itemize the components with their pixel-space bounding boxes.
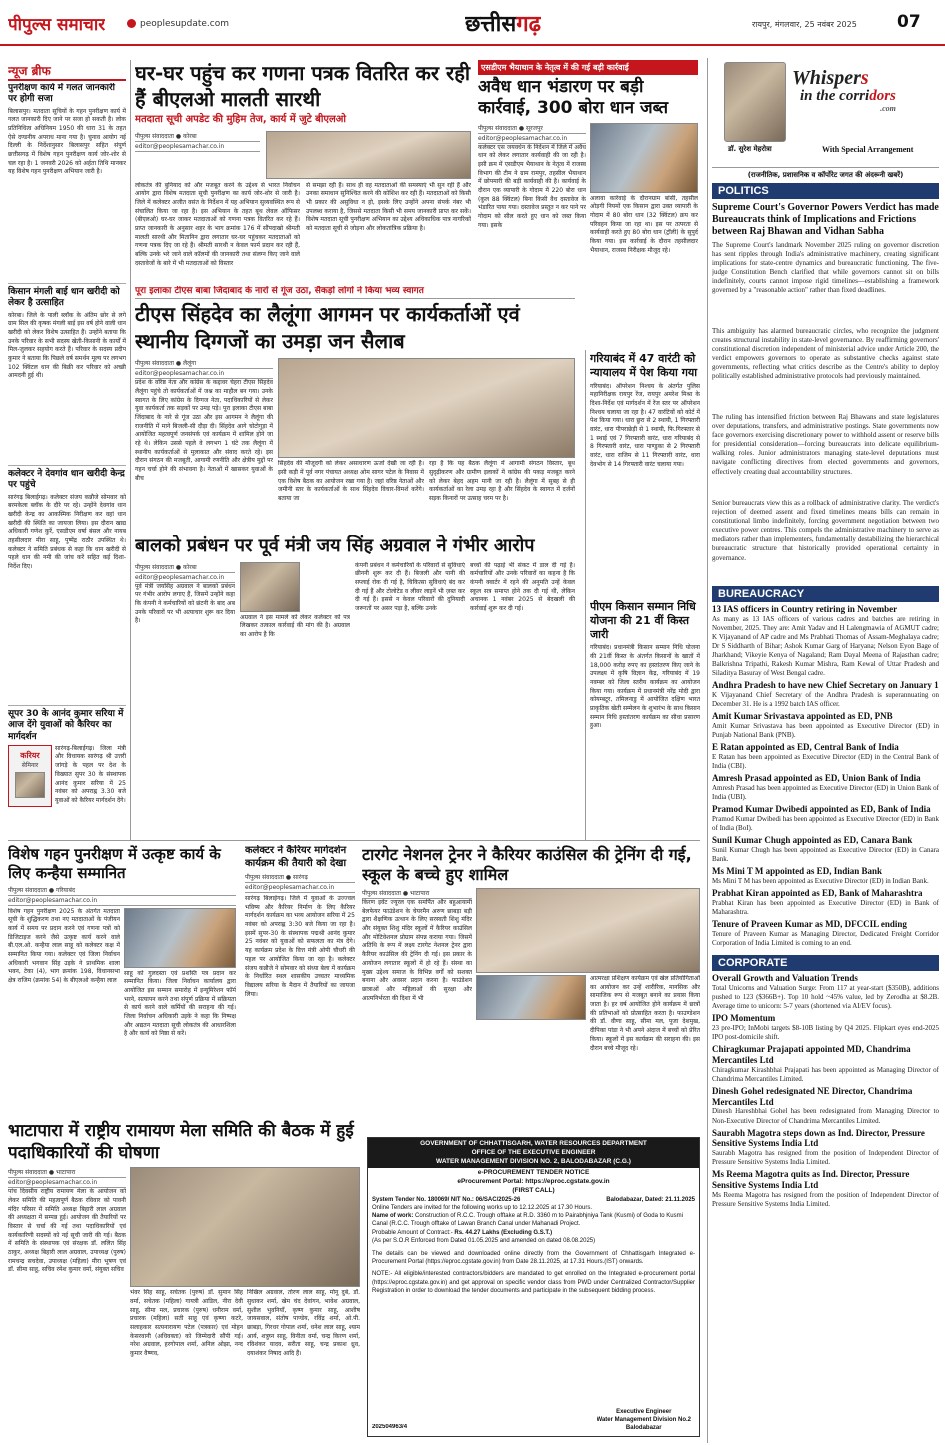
career-ad-label: करियर [20,750,40,760]
list-item: Prabhat Kiran appointed as ED, Bank of Maharashtra Prabhat Kiran has been appointed as Executive Director (ED) in Bank of Maharashtra. [712,888,939,917]
corporate-header: CORPORATE [712,955,939,971]
column-divider [130,60,131,840]
politics-headline: Supreme Court's Governor Powers Verdict has made Bureaucrats think of Implications and Frictions between Raj Bhawan and Vidhan Sabha [712,202,939,237]
brief-text: सारंगढ़ बिलाईगढ़। कलेक्टर संजय कन्नौजे सोमवार को बरमकेला ब्लॉक के दौरे पर रहे। उन्होंने देवगांव धान खरीदी केन्द्र का आकस्मिक निरीक्षण कर वहां धान खरीदी की स्थिति का जायजा लिया। इस दौरान खाद्य अधिकारी गणेश कुर्रे, एसडीएम वर्षा बंसल और नायब तहसीलदार मीरा साहू, पुष्पेंद्र राठौर उपस्थित थे। कलेक्टर ने समिति प्रबंधक से कहा कि धान खरीदी से पहले धान की नमी की जांच करें सहित कई दिशा-निर्देश दिए। [8,493,126,570]
story-text: बच्चों की पढ़ाई भी संकट में डाल दी गई है। कर्मचारियों और उनके परिवारों का कहना है कि कंपनी क्वार्टर में रहने की अनुमति उन्हें केवल स्कूल सत्र समाप्त होने तक दी गई थी, लेकिन अचानक 1 नवंबर 2025 से बेदखली की कार्रवाई शुरू कर दी गई। [470,561,575,612]
list-item: Pramod Kumar Dwibedi appointed as ED, Bank of India Pramod Kumar Dwibedi has been appointed as Executive Director (ED) in Bank of India (BoI). [712,804,939,833]
email: editor@peoplesamachar.co.in [135,369,273,379]
email: editor@peoplesamachar.co.in [8,896,236,906]
tender-ref: 202504963/4 [372,1424,408,1430]
brief-item [8,465,126,705]
email: editor@peoplesamachar.co.in [135,142,260,152]
whispers-caption: (राजनीतिक, प्रशासनिक व कॉर्पोरेट जगत की अंदरूनी खबरें) [747,171,904,179]
story-balco-allegation [135,535,580,760]
website-text: peoplesupdate.com [140,19,229,29]
story-text: किरण इवेंट ज्यूरल एक समर्पित और बहुआयामी बेलफेयर फाउंडेशन के चेयरमैन अरुण छाबड़ा बड़ी द्वारा शैक्षणिक उत्थान के लिए सरस्वती शिशु मंदिर और संयुक्त शिशु मंदिर स्कूलों में कैरियर काउंसिल और मोटिवेशनल प्रोग्राम संपन्न कराया गया। जिसमें अतिथि के रूप में लक्ष्य टारगेट नेशनल ट्रेनर द्वारा कैरियर काउंसिल की ट्रेनिंग दी गई। इस प्रकार के आयोजन लगातार स्कूलों में हो रहे हैं। संस्था का मुख्य उद्देश्य समाज के विभिन्न वर्गों को सशक्त बनाना और अवसर प्रदान करना है। फाउंडेशन छात्राओं और महिलाओं की सुरक्षा और आत्मनिर्भरता की दिशा में भी [362,899,472,1002]
story-text: कलेक्टर एस जयवर्धन के निर्देशन में जिले में अवैध धान को लेकर लगातार कार्यवाही की जा रही है। इसी क्रम में एसडीएम भैयाथान के नेतृत्व में राजस्व विभाग की टीम ने ग्राम रामपुर, तहसील भैयाथान में छोपमारी की बड़ी कार्यवाही की है। कार्यवाई के दौरान एक व्यापारी के गोदाम में 220 बोरा धान (कुल 88 क्विंटल) बिना किसी वैध दस्तावेज के भंडारित पाया गया। दस्तावेज प्रस्तुत न कर पाने पर गोदाम को सील करते हुए धान को जब्त किया गया। इसके [478,143,586,229]
globe-icon [127,19,136,28]
story-text: सिंहदेव की मौजूदगी को लेकर असाधारण ऊर्जा देखी जा रही है। इसी कड़ी में पूर्व नगर पंचायत अध्यक्ष ओम सागर पटेल के निवास में एक विशेष बैठक का आयोजन रखा गया है। जहां वरिष्ठ नेताओं और जमीनी स्तर के कार्यकर्ताओं के साथ सिंहदेव विचार-विमर्श करेंगे। बताया जा [278,460,424,502]
brief-text: सारंगढ़-बिलाईगढ़। जिला मंत्री और विधायक सारंगढ़ श्री उत्तरी जांगड़े के पहल पर देश के विख्यात सुपर 30 के संस्थापक आनंद कुमार सरिया में 25 नवंबर को अपराह्न 3.30 बजे युवाओं को कैरियर मार्गदर्शन देंगे। [55,744,126,804]
career-ad-photo [15,772,45,798]
bureaucracy-header: BUREAUCRACY [712,586,939,602]
arrangement-text: With Special Arrangement [822,145,914,154]
story-kanhaiya-honoured [8,845,236,1095]
brief-title: कलेक्टर ने देवगांव धान खरीदी केन्द्र पर पहुंचे [8,469,125,491]
politics-para: The ruling has intensified friction between Raj Bhawans and state legislatures over deputations, transfers, and administrative postings. State governments now face governors exercising discretionary power to withhold assent or reserve bills for presidential consideration—forcing bureaucrats into delicate equilibrium-walking roles. Junior administrators managing state-level deputations must navigate conflicting directives from elected governments and governors, effectively creating dual accountability structures. [712,413,939,476]
story-headline: विशेष गहन पुनरीक्षण में उत्कृष्ट कार्य के लिए कन्हैया सम्मानित [8,845,221,882]
story-photo [130,1167,360,1287]
corporate-list [712,971,939,1271]
story-text: लोकतंत्र की बुनियाद को और मजबूत करने के उद्देश्य से भारत निर्वाचन आयोग द्वारा विशेष मतदाता सूची पुनरीक्षण का कार्य जोर-शोर से जारी है। जिले में कलेक्टर अजीत वसंत के निर्देशन में यह अभियान सुव्यवस्थित रूप से संचालित किया जा रहा है। इस अभियान के तहत बूथ लेवल ऑफिसर (बीएलओ) घर-घर जाकर मतदाताओं को गणना पत्रक वितरित कर रहे हैं। प्राप्त जानकारी के अनुसार शहर के भाग क्रमांक 176 में सौंपदाखो श्रीमती मालती सारथी और मितानिन द्वारा लगातार घर-घर पहुंचकर मतदाताओं को गणना पत्रक दिए जा रहे हैं। श्रीमती सारथी न केवल फार्म प्रदान कर रही हैं, बल्कि उनके भरे जाने वाले कॉलमों की जानकारी तथा संलग्न किए जाने वाले दस्तावेजों के बारे में भी मतदाताओं को विस्तार [135,181,300,267]
tender-call: (FIRST CALL) [512,1186,555,1194]
brief-title: सूपर 30 के आनंद कुमार सरिया में आज देंगे युवाओं को कैरियर का मार्गदर्शन [8,709,124,742]
story-pm-kisan [590,600,700,830]
section-title-b: गढ़ [516,12,541,37]
story-photo [240,562,300,612]
story-singhdeo-visit [135,286,575,528]
tender-date: Balodabazar, Dated: 21.11.2025 [606,1196,695,1203]
email: editor@peoplesamachar.co.in [245,883,355,893]
tender-invite: Online Tenders are invited for the following works up to 12.12.2025 at 17.30 Hours. [372,1204,593,1211]
story-headline: टारगेट नेशनल ट्रेनर ने कैरियर काउंसिल की ट्रेनिंग दी गई, स्कूल के बच्चे हुए शामिल [362,845,692,884]
story-text: भंवर सिंह साहू, सचेतक (पुरुष) डॉ. सुमान सिंह वर्मा, सचेतक (महिला) गायत्री आडिल, नीरा देवी साहू, सीमा मल, प्रचारक (पुरुष) धनीराम वर्मा, प्रचारक (महिला) सती साहू एवं कृष्णा कटरे, सलाहकार सत्यनारायण पटेल (पत्रकार) एवं मोहन केसरवानी (अधिवक्ता) को जिम्मेदारी सौंपी गई। नरेश अग्रवाल, हरगोपाल शर्मा, अनिल ओझा, नन्द कुमार वैष्णव, [130,1289,243,1357]
story-photo [590,123,698,193]
tender-work-label: Name of work: [372,1212,414,1219]
tender-number: System Tender No. 180069/ NIT No.: 06/SAC/2025-26 [372,1196,521,1203]
story-text: विशेष गहन पुनरीक्षण 2025 के अंतर्गत मतदाता सूची के शुद्धिकरण तथा नए मतदाताओं के पंजीयन कार्य में समय पर प्रदान करने एवं गणना पत्रों को डिजिटाइज करने जैसे उत्कृष्ट कार्य करने वाले बी.एल.ओ. कन्हैया लाल साहू को कलेक्टर कक्ष में सम्मानित किया गया। कलेक्टर एवं जिला निर्वाचन अधिकारी भगवान सिंह उइके ने प्राथमिक शाला भवन, टेका (4), भाग क्रमांक 198, विधानसभा क्षेत्र राजिम (क्रमांक 54) के बीएलओ कन्हैया लाल [8,907,120,984]
tender-header: GOVERNMENT OF CHHATTISGARH, WATER RESOURCES DEPARTMENT OFFICE OF THE EXECUTIVE ENGINEER WATER MANAGEMENT DIVISION NO. 2, BALODABAZAR (C.G.) [368,1138,699,1168]
story-headline: कलेक्टर ने कैरियर मार्गदर्शन कार्यक्रम की तैयारी को देखा [245,845,347,869]
brief-text: कोरबा। जिले के पाली ब्लॉक के अंतिम छोर से लगे ग्राम सिल की कृषक मंगली बाई इस वर्ष होने वाली धान खरीदी को लेकर विशेष उत्साहित हैं। उन्होंने बताया कि उनके परिवार के सभी सदस्य खेती-किसानी के कार्यों में मिल-जुलकर सहयोग करते हैं। परिवार के सदस्य प्रदीप कुमार ने बताया कि पिछले वर्ष समर्थन मूल्य पर लगभग 102 क्विंटल धान की बिक्री कर परिवार को अच्छी आमदनी हुई थी। [8,311,126,380]
story-photo [266,131,471,179]
brief-text: बिलासपुर। मतदाता सूचियों के गहन पुनरीक्षण कार्य में गलत जानकारी दिए जाने पर सजा हो सकती है। लोक प्रतिनिधित्व अधिनियम 1950 की धारा 31 के तहत ऐसे दण्डनीय अपराध माना गया है। चुनाव आयोग नई दिल्ली के निर्देशानुसार बिलासपुर सहित संपूर्ण छत्तीसगढ़ में विशेष गहन पुनरीक्षण कार्य जोर-शोर से चल रहा है। 1 जनवरी 2026 को अर्हता तिथि मानकर यह विशेष गहन पुनरीक्षण अभियान जारी है। [8,107,126,176]
story-text: अलावा कार्रवाई के दौरानग्राम बांसी, तहसील ओड़गी नियमों एक किसान द्वारा उक्त व्यापारी के गोदाम में 80 बोरा धान (32 क्विंटल) क्रय कर परिवहन किया जा रहा था। इस पर तत्परता से कार्यवाही करते हुए 80 बोरा धान (ट्रॉली) के सुपुर्द किया गया। इस कार्रवाई के दौरान तहसीलदार भैयाथान, राजस्व निरीक्षक मौजूद रहे। [590,194,698,254]
tender-details: The details can be viewed and downloaded online directly from the Government of Chhattisgarh Integrated e-Procurement Portal (https://eproc.cgstate.gov.in) from Date 28.11.2025, at 17.31 Hours.(IST) onwards. [372,1250,695,1265]
list-item: Saurabh Magotra steps down as Ind. Director, Pressure Sensitive Systems India Ltd Saurabh Magotra has resigned from the position of Independent Director of Pressure Sensitive Systems India Limited. [712,1127,939,1167]
list-item: IPO Momentum 23 pre-IPO; InMobi targets $8-10B listing by Q4 2025. Flipkart eyes end-2025 IPO post-domicile shift. [712,1013,939,1041]
brief-item [8,83,126,283]
tender-amount-label: Probable Amount of Contract:- [372,1229,453,1236]
politics-para: The Supreme Court's landmark November 2025 ruling on governor discretion has sent ripples through India's administrative machinery, creating significant implications for state-centre dynamics and bureaucratic functioning. The five-judge Constitution Bench clarified that while governors cannot sit on bills indefinitely, courts cannot impose rigid timelines—establishing a framework governed by a "reasonable action" rather than fixed deadlines. [712,241,939,295]
story-collector-career [245,845,355,1095]
list-item: Sunil Kumar Chugh appointed as ED, Canara Bank Sunil Kumar Chugh has been appointed as Executive Director (ED) in Canara Bank. [712,835,939,864]
story-text: रहा है कि यह बैठक लैलूंगा में आगामी संगठन विस्तार, बूथ सुदृढ़ीकरण और ग्रामीण इलाकों में कांग्रेस की पकड़ मजबूत करने को लेकर बेहद अहम मानी जा रही है। लैलूंगा में सुबह से ही कार्यकर्ताओं का रेला उमड़ रहा है और सिंहदेव के स्वागत में दर्जनों सड़क किनारों पर उत्साह चरम पर है। [429,460,575,502]
story-headline: अवैध धान भंडारण पर बड़ी कार्रवाई, 300 बोरा धान जब्त [478,77,669,119]
paper-logo: पीपुल्स समाचार [8,15,106,35]
tender-note: NOTE:- All eligible/interested contractors/bidders are mandated to get enrolled on the Integrated e-procurement portal (https://eproc.cgstate.gov.in) and get approval on specific vendor class from PWD under Centralized Contractor/Supplier Registration in order to download the tender documents and participate in the subsequent bidding process. [372,1271,695,1295]
story-headline: भाटापारा में राष्ट्रीय रामायण मेला समिति की बैठक में हुई पदाधिकारियों की घोषणा [8,1121,354,1164]
byline: पीपुल्स संवाददाता ● कोरबा [135,131,260,142]
list-item: Amresh Prasad appointed as ED, Union Bank of India Amresh Prasad has been appointed as Executive Director (ED) in Union Bank of India (UBI). [712,773,939,802]
story-text: पूर्व मंत्री जयसिंह अग्रवाल ने बालको प्रबंधन पर गंभीर आरोप लगाए हैं, जिसमें उन्होंने कहा कि कंपनी ने कर्मचारियों को छंटनी के बाद अब उनके परिवारों पर भी अत्याचार शुरू कर दिया है। [135,582,235,625]
tender-amount: Rs. 44.27 Lakhs (Excluding G.S.T.) [454,1229,553,1236]
story-headline: टीएस सिंहदेव का लैलूंगा आगमन पर कार्यकर्ताओं एवं स्थानीय दिग्गजों का उमड़ा जन सैलाब [135,302,520,354]
tender-portal: eProcurement Portal: https://eproc.cgstate.gov.in [457,1178,610,1186]
story-photo [278,358,575,458]
story-photo [124,908,236,968]
story-text: आत्मरक्षा प्रशिक्षण कार्यक्रम एवं खेल प्रतियोगिताओं का आयोजन कर उन्हें शारीरिक, मानसिक और सामाजिक रूप से मजबूत बनाने का प्रयास किया जाता है। हर वर्ष आयोजित होने कार्यक्रम में छात्रों की प्रतिभाओं को प्रोत्साहित करता है। फाउण्डेशन की डॉ. वीणा साहू, सीमा मल, पूजा देशमुख, दीपिका पांडा ने भी अपने अंदाज में बच्चों को प्रेरित किया। स्कूलों में इस कार्यक्रम की सराहना की। इस दौरान बच्चे मौजूद रहे। [590,975,700,1052]
author-name: डॉ. सुरेश मेहरोत्रा [728,145,772,153]
story-career-training [362,845,700,1095]
career-ad-sub: सेमिनार [21,761,39,769]
section-title-a: छत्तीस [465,12,517,37]
brief-item [8,283,126,465]
byline: पीपुल्स संवाददाता ● कोरबा [135,562,235,573]
politics-header: POLITICS [712,183,939,199]
story-photo [476,975,586,1020]
story-text: कंपनी प्रबंधन ने कर्मचारियों के परिवारों से सुविधाएं छीननी शुरू कर दी हैं। बिजली और पानी की सप्लाई रोक दी गई है, चिकित्सा सुविधाएं बंद कर दी गई हैं और टोलोटेड व लीवर लाइनें भी ज़ब्त कर दी गई हैं। इससे न केवल परिवारों की दुनियादी जरूरतों पर असर पड़ा है, बल्कि उनके [355,561,465,612]
tender-title: e-PROCUREMENT TENDER NOTICE [477,1169,590,1177]
section-title [465,8,541,38]
story-text: से समझा रही हैं। साथ ही वह मतदाताओं की समस्याएं भी सुन रही हैं और उनका समाधान सुनिश्चित करने की कोशिश कर रही हैं। मतदाताओं को किसी भी प्रकार की असुविधा न हो, इसके लिए उन्होंने अपना संपर्क नंबर भी उपलब्ध कराया है, जिससे मतदाता किसी भी समय जानकारी प्राप्त कर सकें। विशेष मतदाता सूची पुनरीक्षण अभियान का उद्देश्य अधिकाधिक पात्र नागरिकों को मतदाता सूची से जोड़ना और लोकतांत्रिक प्रक्रिया है। [306,181,471,232]
byline: पीपुल्स संवाददाता ● भाटापारा [362,888,472,899]
story-text: गरियाबंद। ऑपरेशन निश्चय के अंतर्गत पुलिस महानिरीक्षक रायपुर रेंज, रायपुर अमरेश मिश्रा के दिशा-निर्देश एवं मार्गदर्शन में रेंज स्तर पर ऑपरेशन निश्चय चलाया जा रहा है। 47 वारंटियों को कोर्ट में पेश किया गया। धारा छुरा से 2 स्थायी, 1 गिरफ्तारी वारंट, धारा पीपराछेड़ी से 1 स्थायी, फि.गिरफ्तार से 1 स्थाई एवं 7 गिरफ्तारी वारंट, धारा गरियाबंद से 8 गिरफ्तारी वारंट, धारा पाण्डुका से 2 गिरफ्तारी वारंट, धारा राजिम से 11 गिरफ्तारी वारंट, धारा देवभोग से 14 गिरफ्तारी वारंट चलाया गया। [590,382,700,468]
news-brief-column [8,62,126,832]
tender-sor: (As per S.O.R Enforced from Dated 01.05.2025 and amended on dated 08.08.2025) [372,1238,596,1245]
tender-work: Construction of R.C.C. Trough offtake at R.D. 3360 m to Pairabhjniya Tank (Kusmi) of Goda to Kusmi Canal (R.C.C. Trough offtake of Lawan Branch Canal under Mahanadi Project. [372,1212,683,1228]
whispers-column [707,58,939,1443]
story-warrant [590,352,700,592]
list-item: Amit Kumar Srivastava appointed as ED, PNB Amit Kumar Srivastava has been appointed as Executive Director (ED) in Punjab National Bank (PNB). [712,711,939,740]
masthead [0,0,945,46]
tender-notice [367,1137,700,1437]
byline: पीपुल्स संवाददाता ● गरियाबंद [8,885,236,896]
story-photo [476,888,700,973]
list-item: E Ratan appointed as ED, Central Bank of India E Ratan has been appointed as Executive Director (ED) in the Central Bank of India (CBI). [712,742,939,771]
list-item: Tenure of Praveen Kumar as MD, DFCCIL ending Tenure of Praveen Kumar as Managing Director, Dedicated Freight Corridor Corporation of India Limited is coming to an end. [712,919,939,948]
story-kicker: पूरा इलाका टीएस बाबा जिंदाबाद के नारों से गूंज उठा, सैकड़ों लोगों ने किया भव्य स्वागत [135,286,575,299]
byline: पीपुल्स संवाददाता ● लैलूंगा [135,358,273,369]
story-text: साहू को गुलदस्ता एवं प्रशस्ति पत्र प्रदान कर सम्मानित किया। जिला निर्वाचन कार्यालय द्वारा आयोजित इस सम्मान समारोह में इन्यूमिरेशन फॉर्म भरने, सत्यापन करने तथा संपूर्ण प्रक्रिया में सक्रियता से कार्य करने वाले कर्मियों की सराहना की गई। जिला निर्वाचन अधिकारी उइके ने कहा कि निष्पक्ष और अद्यतन मतदाता सूची लोकतंत्र की आधारशिला है और कार्य को निष्ठा से करें। [124,969,236,1038]
politics-para: Senior bureaucrats view this as a rollback of administrative clarity. The verdict's rejection of deemed assent and fixed timelines means bills can remain in constitutional limbo indefinitely, forcing government negotiation between two executive power centres. This compels the administrative machinery to serve as mediators rather than implementers, fundamentally destabilizing the hierarchical bureaucratic structure that historically provided operational certainty in governance. [712,499,939,562]
story-text: निखिल अग्रवाल, तोरण लाल साहू, मोनू दुबे, डॉ. सुधाकर शर्मा, खेम चंद देवांगन, भावेश अग्रवाल, सुशील भुवनियाँ, कृष्ण कुमार साहू, आशीष जायसवाल, संतोष पाण्डेय, रविंद्र शर्मा, ओ.पी. छाबड़ा, गिरधर गोपाल शर्मा, धनेश लाल साहू, श्याम आर्य, शत्रुघ्न साहू, विनीता वर्मा, चन्द्र किरण शर्मा, रविशंकर यादव, सरीता साहू, चन्द्र प्रकाश ध्रुव, दयाशंकर निषाद आदि हैं। [247,1289,360,1357]
politics-para: This ambiguity has alarmed bureaucratic circles, who recognize the judgment creates structural instability in state-level governance. By reaffirming governors' constitutional discretion independent of ministerial advice under Article 200, the verdict empowers governors to operate as substantive checks against state governments, reflecting what critics describe as the Centre's ability to deploy politically established administrative protocols had previously maintained. [712,327,939,381]
whispers-logo: Whispers in the corridors .com [792,67,896,113]
brief-title: पुनरीक्षण कार्य में गलत जानकारी पर होगी सजा [8,83,116,105]
list-item: Andhra Pradesh to have new Chief Secretary on January 1 K Vijayanand Chief Secretary of the Andhra Pradesh is superannuating on December 31. He is a 1992 batch IAS officer. [712,680,939,709]
story-headline: बालको प्रबंधन पर पूर्व मंत्री जय सिंह अग्रवाल ने गंभीर आरोप [135,535,535,556]
career-ad-poster [8,745,52,807]
list-item: 13 IAS officers in Country retiring in November As many as 13 IAS officers of various cadres and batches are retiring in November, 2025. They are: Amit Yadav and H Lalengmawia of AGMUT cadre; K Vijayanand of AP cadre and Ms Prabhati Thomas of Assam-Meghalaya cadre; Dr S Siddharth of Bihar; Ashok Kumar Garg of Haryana; Nelson Eyon Bage of Jharkhand; Vikeyie Kenya of Nagaland; Ram Dayal Meena of Rajasthan cadre; Balkrishna Tripathi, Rakesh Kumar Mishra, Ram Kewal of Uttar Pradesh and Siladitya Basuray of West Bengal cadre. [712,604,939,678]
story-ramayan-mela [8,1120,363,1438]
list-item: Ms Mini T M appointed as ED, Indian Bank Ms Mini T M has been appointed as Executive Director (ED) in Indian Bank. [712,866,929,886]
story-headline: पीएम किसान सम्मान निधि योजना की 21 वीं किस्त जारी [590,600,696,641]
story-kicker: एसडीएम भैयाथान के नेतृत्व में की गई बड़ी कार्रवाई [478,60,698,75]
brief-title: किसान मंगली बाई धान खरीदी को लेकर है उत्साहित [8,287,120,309]
tender-signature: Executive Engineer Water Management Division No.2 Balodabazar [596,1408,691,1431]
story-headline: गरियाबंद में 47 वारंटी को न्यायालय में पेश किया गया [590,352,698,379]
news-brief-label: न्यूज ब्रीफ [8,62,126,81]
list-item: Overall Growth and Valuation Trends Total Unicorns and Valuation Surge: From 117 at year-start ($350B), additions pushed to 123 ($366B+). Top 10 hold ~45% value, led by Zerodha at $8.2B. Average time to unicorn: 5-7 years (shortened via AI/EV focus). [712,973,939,1010]
edition-date: रायपुर, मंगलवार, 25 नवंबर 2025 [752,20,857,29]
email: editor@peoplesamachar.co.in [135,573,235,583]
story-text: सारंगढ़ बिलाईगढ़। जिले में युवाओं के उज्ज्वल भविष्य और कैरियर निर्माण के लिए कैरियर मार्गदर्शन कार्यक्रम का भव्य आयोजन सरिया में 25 नवंबर को अपराह्न 3:30 बजे किया जा रहा है। इसमें सुपर-30 के संस्थापक पद्मश्री आनंद कुमार 25 नवंबर को युवाओं को सफलता का मंत्र देंगे। यह कार्यक्रम प्रदेश के वित्त मंत्री ओपी चौधरी की पहल पर आयोजित किया जा रहा है। कलेक्टर संजय कन्नौजे ने सोमवार को संध्या बेला में कार्यक्रम के निर्धारित स्थल शासकीय उच्चतर माध्यमिक विद्यालय सरिया के मैदान में तैयारियों का जायजा लिया। [245,895,355,998]
page-number: 07 [897,12,921,32]
story-text: पांच दिवसीय राष्ट्रीय रामायण मेला के आयोजन को लेकर समिति की महत्वपूर्ण बैठक रविवार को पावनी मंदिर परिसर में समिति अध्यक्ष बिहारी लाल अग्रवाल की अध्यक्षता में सम्पन्न हुई। आयोजन की तैयारियों पर विस्तार से चर्चा की गई तथा पदाधिकारियों एवं कार्यकारिणी सदस्यों को नई सूची जारी की गई। बैठक में समिति के संस्थापक एवं संरक्षक डॉ. ललित सिंह ठाकुर, अध्यक्ष बिहारी लाल अग्रवाल, उपाध्यक्ष (पुरुष) रामचन्द्र सचदेवा, उपाध्यक्ष (महिला) मीरा भूषण एवं डॉ. सीमा साहू, सचिव रमेश कुमार वर्मा, संयुक्त सचिव [8,1188,126,1274]
story-text: गरियाबंद। प्रधानमंत्री किसान सम्मान निधि योजना की 21वीं किस्त के अंतर्गत किसानों के खातों में 18,000 करोड़ रुपए का हस्तांतरण किए जाने के उपलक्ष्य में कृषि विज्ञान केंद्र, गरियाबंद में 19 नवम्बर को जिला स्तरीय कार्यक्रम का आयोजन किया गया। कार्यक्रम में प्रधानमंत्री नरेंद्र मोदी द्वारा कोयम्बटूर, तमिलनाडु में आयोजित दक्षिण भारत प्राकृतिक खेती सम्मेलन के शुभारंभ के साथ किसान सम्मान निधि हस्तांतरण कार्यक्रम का सीधा प्रसारण हुआ। [590,644,700,730]
list-item: Chiragkumar Prajapati appointed MD, Chandrima Mercantiles Ltd Chiragkumar Kirashbhai Prajapati has been appointed as Managing Director of Chandrima Mercantiles Limited. [712,1044,939,1083]
column-divider [585,350,586,840]
section-rule [8,840,700,841]
story-paddy-seizure [478,60,698,282]
list-item: Dinesh Gohel redesignated NE Director, Chandrima Mercantiles Ltd Dinesh Hareshbhai Gohel has been redesignated from Managing Director to Non-Executive Director of Chandrima Mercantiles Limited. [712,1085,939,1125]
email: editor@peoplesamachar.co.in [478,134,586,144]
byline: पीपुल्स संवाददाता ● सारंगढ़ [245,872,355,883]
author-photo [724,62,786,142]
bureaucracy-list [712,602,939,952]
story-blo-distribution [135,60,475,282]
brief-item [8,705,126,832]
story-subhead: मतदाता सूची अपडेट की मुहिम तेज, कार्य में जुटे बीएलओ [135,114,347,125]
byline: पीपुल्स संवाददाता ● भाटापारा [8,1167,126,1178]
email: editor@peoplesamachar.co.in [8,1178,126,1188]
story-text: प्रदेश के वरिष्ठ नेता और कांग्रेस के कद्दावर चेहरा टीएस सिंहदेव लैलूंगा पहुंचे तो कार्यकर्ताओं में जश्न का माहौल बन गया। उनके स्वागत के लिए कांग्रेस के दिग्गज नेता, पदाधिकारियों से लेकर युवा कार्यकर्ता तक सड़कों पर उमड़ पड़े। पूरा इलाका टीएस बाबा जिंदाबाद के नारे से गूंज उठा और इस आगमन ने लैलूंगा की राजनीति में माने बिजली-सी दौड़ा दी। सिंहदेव आगे चोटोगुड़ा में आयोजित महत्वपूर्ण जनसंपर्क एवं कार्यक्रम में शामिल होने जा रहे थे। लेकिन उससे पहले वे लगभग 1 घंटे तक लैलूंगा में स्थानीय कार्यकर्ताओं से मुलाकात और संवाद करते रहे। इस दौरान संगठन की मजबूती, आगामी रणनीति और क्षेत्रीय मुद्दों पर गहन चर्चा होने की संभावना है। नेताओं में खासकर युवाओं के बीच [135,379,273,482]
byline: पीपुल्स संवाददाता ● सूरजपुर [478,123,586,134]
story-headline: घर-घर पहुंच कर गणना पत्रक वितरित कर रही हैं बीएलओ मालती सारथी [135,61,471,111]
story-text: अग्रवाल ने इस मामले को लेकर कलेक्टर को पत्र लिखकर तत्काल कार्रवाई की मांग की है। अग्रवाल का आरोप है कि [240,613,350,638]
list-item: Ms Reema Magotra quits as Ind. Director, Pressure Sensitive Systems India Ltd Ms Reema Magotra has resigned from the position of Independent Director of Pressure Sensitive Systems India Limited. [712,1169,939,1209]
